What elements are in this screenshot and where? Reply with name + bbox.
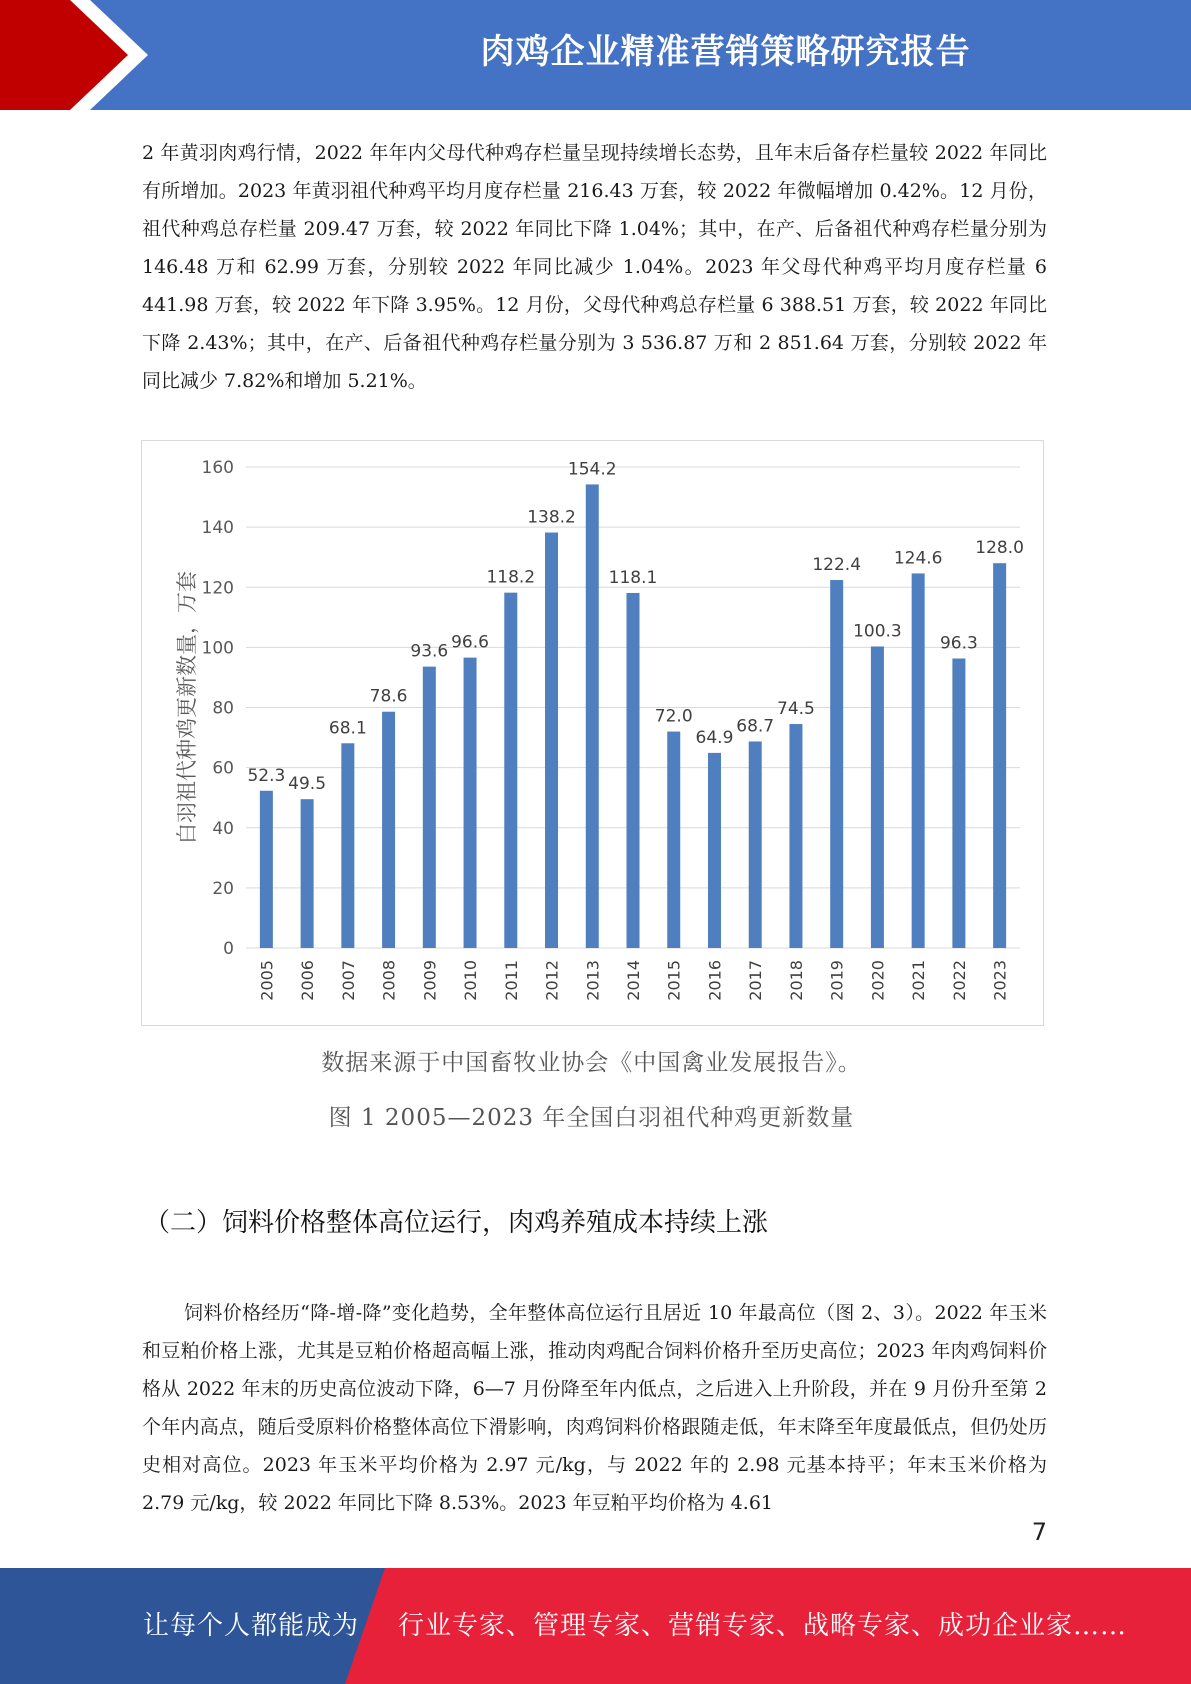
x-tick-label: 2012: [542, 960, 562, 1001]
x-tick-label: 2023: [990, 960, 1010, 1001]
bar: [504, 593, 517, 948]
footer-slogan-left: 让每个人都能成为: [143, 1611, 360, 1641]
bar: [667, 732, 680, 948]
section-title: （二）饲料价格整体高位运行，肉鸡养殖成本持续上涨: [144, 1208, 769, 1238]
bar-value-label: 78.6: [369, 686, 408, 707]
bar: [708, 753, 721, 948]
x-tick-label: 2009: [420, 960, 440, 1001]
x-tick-label: 2005: [257, 960, 277, 1001]
y-axis-label: 白羽祖代种鸡更新数量，万套: [175, 571, 199, 844]
bar-chart: [141, 440, 1044, 1026]
x-tick-label: 2019: [827, 960, 847, 1001]
x-tick-label: 2011: [501, 960, 521, 1001]
header-arrow-decoration: [0, 0, 160, 110]
x-tick-label: 2013: [583, 960, 603, 1001]
bar-value-label: 93.6: [410, 641, 449, 662]
bar: [341, 743, 354, 948]
bar-value-label: 72.0: [654, 706, 693, 727]
y-tick-label: 60: [212, 758, 234, 779]
bar: [952, 658, 965, 948]
page-footer: [0, 1568, 1191, 1684]
y-tick-label: 0: [223, 939, 234, 959]
bar-value-label: 118.1: [608, 567, 658, 588]
bar-value-label: 122.4: [812, 555, 862, 576]
bar: [749, 741, 762, 948]
body-paragraph-1: 2 年黄羽肉鸡行情，2022 年年内父母代种鸡存栏量呈现持续增长态势，且年末后备存栏量较 2022 年同比有所增加。2023 年黄羽祖代种鸡平均月度存栏量 216.43 万套，较 2022 年微幅增加 0.42%。12 月份，祖代种鸡总存栏量 209.47 万套，较 2022 年同比下降 1.04%；其中，在产、后备祖代种鸡存栏量分别为 146.48 万和 62.99 万套，分别较 2022 年同比减少 1.04%。2023 年父母代种鸡平均月度存栏量 6 441.98 万套，较 2022 年下降 3.95%。12 月份，父母代种鸡总存栏量 6 388.51 万套，较 2022 年同比下降 2.43%；其中，在产、后备祖代种鸡存栏量分别为 3 536.87 万和 2 851.64 万套，分别较 2022 年同比减少 7.82%和增加 5.21%。: [142, 142, 1047, 392]
bar: [586, 484, 599, 948]
bar-value-label: 118.2: [486, 567, 536, 588]
bar-chart-svg: [142, 441, 1043, 1025]
bar: [993, 563, 1006, 948]
bar: [912, 573, 925, 948]
bar-value-label: 52.3: [247, 765, 286, 786]
bar: [301, 799, 314, 948]
bar-value-label: 74.5: [777, 699, 815, 720]
bar-value-label: 96.3: [939, 633, 978, 654]
bar: [545, 533, 558, 948]
body-paragraph-2: 饲料价格经历“降-增-降”变化趋势，全年整体高位运行且居近 10 年最高位（图 2、3）。2022 年玉米和豆粕价格上涨，尤其是豆粕价格超高幅上涨，推动肉鸡配合饲料价格升至历史高位；2023 年肉鸡饲料价格从 2022 年末的历史高位波动下降，6—7 月份降至年内低点，之后进入上升阶段，并在 9 月份升至第 2 个年内高点，随后受原料价格整体高位下滑影响，肉鸡饲料价格跟随走低，年末降至年度最低点，但仍处历史相对高位。2023 年玉米平均价格为 2.97 元/kg，与 2022 年的 2.98 元基本持平；年末玉米价格为 2.79 元/kg，较 2022 年同比下降 8.53%。2023 年豆粕平均价格为 4.61: [142, 1302, 1047, 1514]
x-tick-label: 2021: [909, 960, 929, 1001]
page-header: [0, 0, 1191, 110]
x-tick-label: 2017: [746, 960, 766, 1001]
footer-slogan-right: 行业专家、管理专家、营销专家、战略专家、成功企业家……: [398, 1611, 1128, 1641]
bar-value-label: 100.3: [853, 621, 902, 642]
bar: [260, 791, 273, 948]
y-tick-label: 140: [201, 518, 234, 539]
page-number: 7: [1031, 1518, 1047, 1546]
y-tick-label: 80: [212, 698, 234, 719]
bar: [382, 712, 395, 948]
y-tick-label: 100: [201, 638, 234, 659]
bar-value-label: 96.6: [451, 632, 489, 653]
x-tick-label: 2008: [379, 960, 399, 1001]
bar-value-label: 64.9: [695, 727, 734, 748]
bar-value-label: 49.5: [288, 774, 327, 795]
y-tick-label: 120: [201, 578, 234, 599]
bar: [789, 724, 802, 948]
bar-value-label: 68.7: [736, 716, 775, 737]
figure-source: 数据来源于中国畜牧业协会《中国禽业发展报告》。: [321, 1050, 862, 1076]
x-tick-label: 2010: [461, 960, 481, 1001]
x-tick-label: 2007: [338, 960, 358, 1001]
bar: [627, 593, 640, 948]
bar: [871, 646, 884, 948]
y-tick-label: 160: [201, 458, 234, 478]
figure-caption: 图 1 2005—2023 年全国白羽祖代种鸡更新数量: [328, 1105, 855, 1131]
bar: [830, 580, 843, 948]
x-tick-label: 2014: [624, 960, 643, 1001]
bar: [464, 658, 477, 948]
bar-value-label: 154.2: [567, 459, 617, 480]
x-tick-label: 2020: [868, 960, 888, 1001]
bar-value-label: 124.6: [893, 548, 943, 569]
bar-value-label: 138.2: [527, 507, 576, 528]
y-tick-label: 40: [212, 818, 234, 839]
header-title: 肉鸡企业精准营销策略研究报告: [480, 32, 971, 72]
bar: [423, 667, 436, 948]
x-tick-label: 2015: [664, 960, 684, 1001]
bar-value-label: 128.0: [975, 538, 1024, 559]
bar-value-label: 68.1: [328, 718, 367, 739]
y-tick-label: 20: [212, 878, 234, 899]
x-tick-label: 2018: [786, 960, 806, 1001]
x-tick-label: 2022: [949, 960, 969, 1001]
x-tick-label: 2006: [298, 960, 318, 1001]
x-tick-label: 2016: [705, 960, 725, 1001]
